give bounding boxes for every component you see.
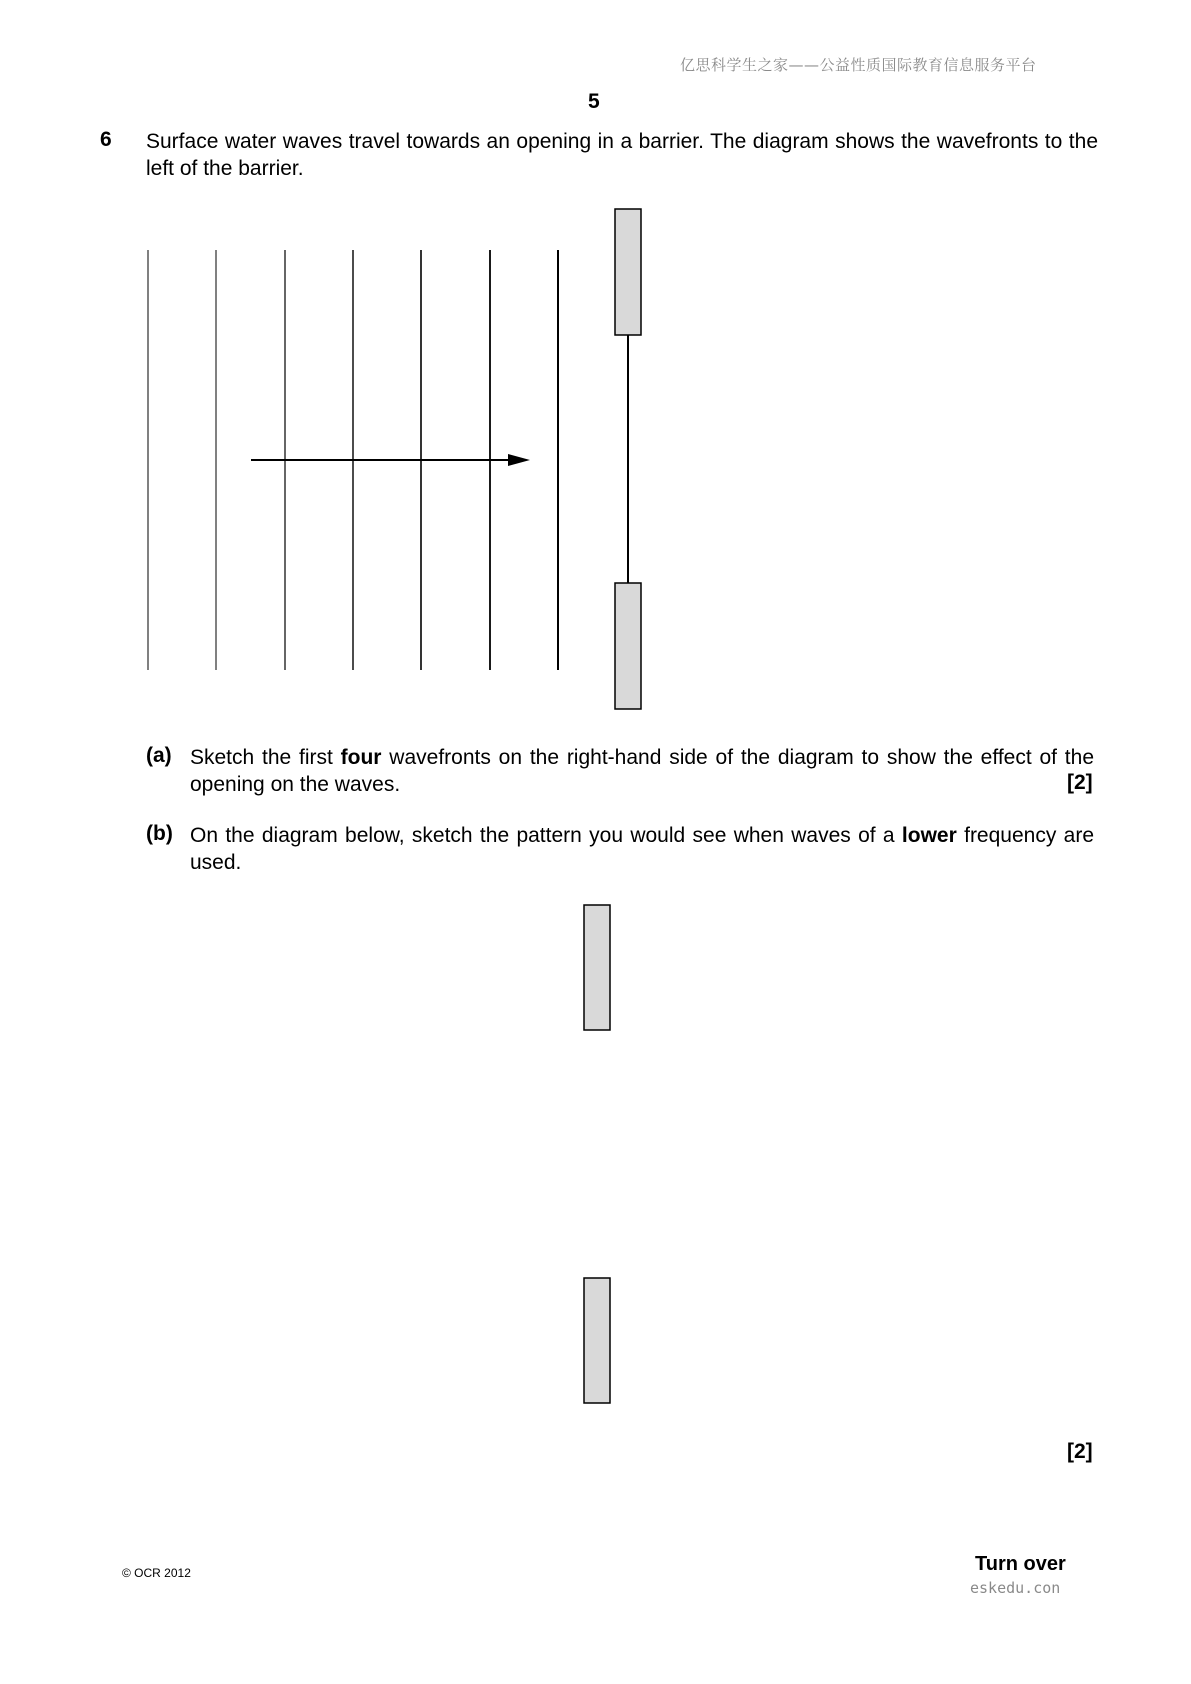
barrier-bottom-block [615, 583, 641, 709]
copyright-notice: © OCR 2012 [122, 1566, 191, 1580]
barrier-top-block [615, 209, 641, 335]
page-number: 5 [588, 90, 600, 113]
part-b-text-after: frequency are used. [190, 824, 1095, 874]
part-a-text [190, 744, 1094, 798]
part-a-marks: [2] [1067, 771, 1093, 794]
direction-arrow-head [508, 454, 530, 466]
barrier-top-block [584, 905, 610, 1030]
part-b-marks: [2] [1067, 1440, 1093, 1463]
part-b-label: (b) [146, 822, 173, 845]
header-watermark: 亿思科学生之家——公益性质国际教育信息服务平台 [680, 56, 1037, 74]
turn-over-label: Turn over [975, 1553, 1066, 1575]
part-a-text-after: wavefronts on the right-hand side of the diagram to show the effect of the opening on the waves. [190, 746, 1094, 796]
diagram-2 [584, 905, 610, 1403]
diagram-1 [148, 209, 641, 709]
footer-watermark: eskedu.con [970, 1579, 1061, 1597]
question-text: Surface water waves travel towards an opening in a barrier. The diagram shows the wavefronts to the left of the barrier. [146, 130, 1098, 180]
barrier-bottom-block [584, 1278, 610, 1403]
part-a-label: (a) [146, 744, 172, 767]
part-b-bold: lower [901, 824, 957, 847]
part-a-bold: four [340, 746, 382, 769]
part-b-text [190, 822, 1094, 876]
question-number: 6 [100, 128, 112, 151]
part-b-text-before: On the diagram below, sketch the pattern you would see when waves of a [190, 824, 902, 847]
part-a-text-before: Sketch the first [190, 746, 341, 769]
